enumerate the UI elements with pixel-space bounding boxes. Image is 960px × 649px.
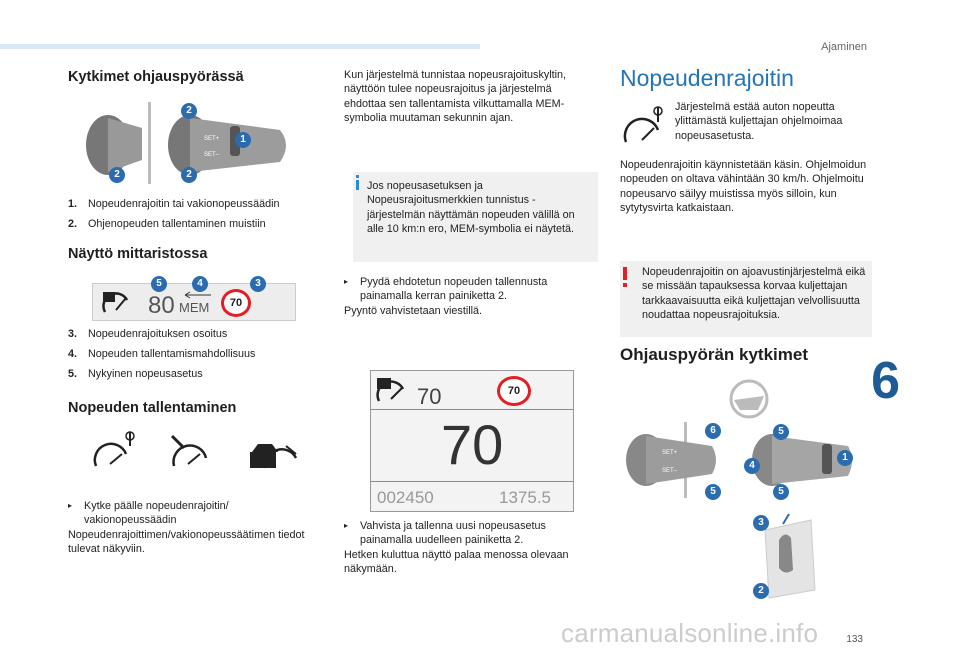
svg-text:SET+: SET+: [662, 450, 678, 456]
heading-speed-saving: Nopeuden tallentaminen: [68, 400, 237, 416]
big-speed-value: 70: [441, 413, 504, 476]
svg-text:SET+: SET+: [204, 136, 220, 142]
cluster-display-list: [68, 327, 318, 387]
callout-2: 2: [753, 583, 769, 599]
steering-switch-list: [68, 197, 318, 237]
bullet-icon: ▸: [344, 277, 349, 286]
watermark: carmanualsonline.info: [561, 618, 819, 648]
speedometer-icon: [95, 432, 134, 466]
instrument-display: [370, 370, 574, 512]
odometer-total: 002450: [377, 488, 434, 507]
speed-sign: 70: [221, 289, 251, 317]
callout-2: 2: [109, 167, 125, 183]
step-one: ▸ Pyydä ehdotetun nopeuden tallennusta painamalla kerran painiketta 2. Pyyntö vahvistetaan viestillä.: [344, 276, 548, 317]
list-item: 5. Nykyinen nopeusasetus: [68, 368, 203, 381]
info-box: [353, 172, 598, 262]
list-item: 4. Nopeuden tallentamismahdollisuus: [68, 348, 256, 361]
cruise-car-icon: [250, 444, 296, 468]
mem-intro-text: Kun järjestelmä tunnistaa nopeusrajoituskyltin, näyttöön tulee nopeusrajoitus ja järjestelmä ehdottaa sen tallentamista vilkuttamalla MEM-symbolia muutaman sekunnin ajan.: [344, 69, 567, 125]
steering-wheel-icon: [728, 378, 770, 420]
info-text: Jos nopeusasetuksen ja Nopeusrajoitusmerkkien tunnistus -järjestelmän näyttämän nopeuden välillä on alle 10 km:n ero, MEM-symbolia ei näytetä.: [367, 180, 575, 236]
top-accent-bar: [0, 44, 480, 49]
callout-4: 4: [192, 276, 208, 292]
list-item: 3. Nopeudenrajoituksen osoitus: [68, 328, 228, 340]
list-item: 1. Nopeudenrajoitin tai vakionopeussäädin: [68, 198, 280, 210]
step-two: ▸ Vahvista ja tallenna uusi nopeusasetus painamalla uudelleen painiketta 2. Hetken kuluttua näyttö palaa menossa olevaan näkymään.: [344, 520, 569, 576]
bullet-icon: ▸: [344, 521, 349, 530]
heading-cluster-display: Näyttö mittaristossa: [68, 246, 208, 262]
callout-1: 1: [837, 450, 853, 466]
bullet-icon: ▸: [68, 501, 73, 510]
speed-limiter-icon: [622, 104, 666, 146]
section-header: Ajaminen: [821, 41, 867, 53]
speedometer-arrow-icon: [172, 436, 206, 466]
heading-steering-controls: Ohjauspyörän kytkimet: [620, 345, 809, 364]
callout-3: 3: [250, 276, 266, 292]
callout-6: 6: [705, 423, 721, 439]
callout-5: 5: [773, 424, 789, 440]
limiter-text: Nopeudenrajoitin käynnistetään käsin. Ohjelmoidun nopeuden on oltava vähintään 30 km/h. Ohjelmoitu nopeusarvo säilyy muistissa myös silloin, kun sytytysvirta katkaistaan.: [620, 159, 867, 215]
callout-2: 2: [181, 167, 197, 183]
warning-icon: [623, 267, 627, 280]
warning-box: [620, 261, 872, 337]
odometer-trip: 1375.5: [499, 488, 551, 507]
limiter-intro: Järjestelmä estää auton nopeutta ylittämästä kuljettajan ohjelmoimaa nopeusasetusta.: [675, 101, 843, 142]
warning-text: Nopeudenrajoitin on ajoavustinjärjestelmä eikä se missään tapauksessa korvaa kuljettajan tarkkaavaisuutta eikä kuljettajan velvollisuutta noudattaa nopeusrajoituksia.: [642, 266, 866, 322]
svg-text:SET–: SET–: [204, 152, 220, 158]
callout-5: 5: [773, 484, 789, 500]
heading-steering-switches: Kytkimet ohjauspyörässä: [68, 69, 244, 85]
callout-2: 2: [181, 103, 197, 119]
limiter-icons-row: [90, 428, 310, 478]
svg-text:SET–: SET–: [662, 468, 678, 474]
callout-3: 3: [753, 515, 769, 531]
current-speed-value: 80: [148, 292, 175, 319]
page-number: 133: [846, 634, 863, 645]
saving-instructions: ▸ Kytke päälle nopeudenrajoitin/ vakionopeussäädin Nopeudenrajoittimen/vakionopeussäätimen tiedot tulevat näkyviin.: [68, 500, 305, 556]
callout-5: 5: [151, 276, 167, 292]
speed-limiter-icon: [101, 288, 131, 318]
callout-5: 5: [705, 484, 721, 500]
callout-1: 1: [235, 132, 251, 148]
set-speed-value: 70: [417, 384, 442, 409]
heading-speed-limiter: Nopeudenrajoitin: [620, 65, 794, 91]
speed-sign: 70: [497, 376, 531, 406]
chapter-tab: 6: [871, 352, 900, 410]
callout-4: 4: [744, 458, 760, 474]
mem-indicator: MEM: [179, 300, 210, 315]
speed-limiter-icon: [375, 375, 409, 405]
list-item: 2. Ohjenopeuden tallentaminen muistiin: [68, 218, 266, 231]
info-icon: [356, 175, 359, 178]
